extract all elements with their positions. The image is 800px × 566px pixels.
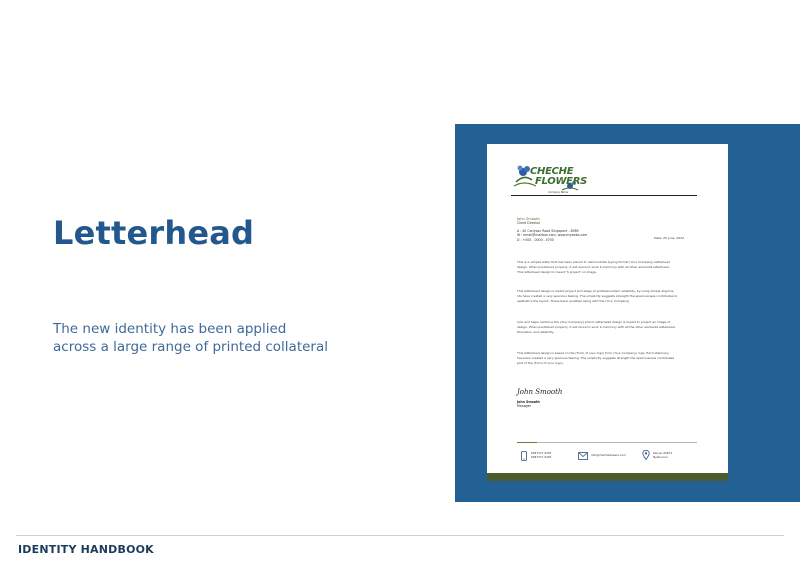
- footer-location: Kenya, 00671 Nyahururu: [653, 451, 673, 459]
- signer-title: Manager: [517, 404, 531, 409]
- subtitle-line: across a large range of printed collateral: [53, 339, 328, 355]
- footer-email: info@chechellowers.com: [591, 453, 626, 457]
- signature: John Smooth: [517, 388, 563, 396]
- slide-subtitle: [53, 320, 383, 356]
- letter-paragraph: look and helps reinforce the (Your Company) brand, letterhead design is meant to project an image of design. When positioned properly, it will serve to work in harmony with all the other elements letterhead. Discretion and reliability.: [517, 320, 676, 334]
- header-divider: [511, 195, 697, 196]
- signer-block: [517, 400, 540, 409]
- location-pin-icon: [642, 450, 650, 460]
- subtitle-line: The new identity has been applied: [53, 321, 287, 337]
- logo-text-flowers: FLOWERS: [535, 176, 588, 187]
- letter-paragraph: This letterhead design is based on the (Form of your logo) form (Your Company) logo. Each statonery has been created a very spacious feeling. The simplicity suggests strength the spaciousness contributes part of the (Form of your logo).: [517, 351, 675, 365]
- letter-paragraph: This is a sample letter that has been placed to demonstrate typing format (Your Company) letterhead design. When positioned properly, it will serve to work in harmony with all other elements letterhead. This letterhead design to meant 'S project' on image.: [517, 260, 670, 274]
- company-logo: [512, 162, 588, 196]
- letter-paragraph: This letterhead design is meant project and stage of professionalism reliability, by using simple alignme nts have created a very spacious feeling. The simplicity suggests strength the spaciousness contributes to aesthetics the layout. These basic qualities along with the (Your Company): [517, 289, 678, 303]
- footer-divider-accent: [517, 442, 537, 444]
- signer-name: John Smooth: [517, 400, 540, 404]
- sender-block: [517, 217, 587, 242]
- footer-divider-line: [16, 535, 784, 536]
- sender-address: A : 40 Carlyson Road Singapore - 8989: [517, 228, 579, 233]
- handbook-label: IDENTITY HANDBOOK: [18, 543, 154, 556]
- sender-phone: D : +000 - 0000 - 0700: [517, 237, 554, 242]
- slide-title: Letterhead: [53, 214, 255, 252]
- sender-email: W : email@mailbox.com, www.mywebs.com: [517, 233, 588, 238]
- mail-icon: [578, 452, 588, 460]
- footer-phones: 0287371 9187 0287371 9187: [531, 451, 552, 459]
- sender-title: Client Director: [517, 221, 541, 226]
- logo-tagline: Company Name: [548, 191, 569, 194]
- phone-icon: [520, 451, 528, 461]
- letterhead-preview: [487, 144, 728, 481]
- logo-text-cheche: CHECHE: [530, 166, 574, 177]
- letter-date: Date, 25 June, 2022: [654, 236, 684, 240]
- footer-divider: [517, 442, 697, 443]
- sender-name: John Smooth: [517, 217, 540, 221]
- footer-color-band: [487, 473, 728, 481]
